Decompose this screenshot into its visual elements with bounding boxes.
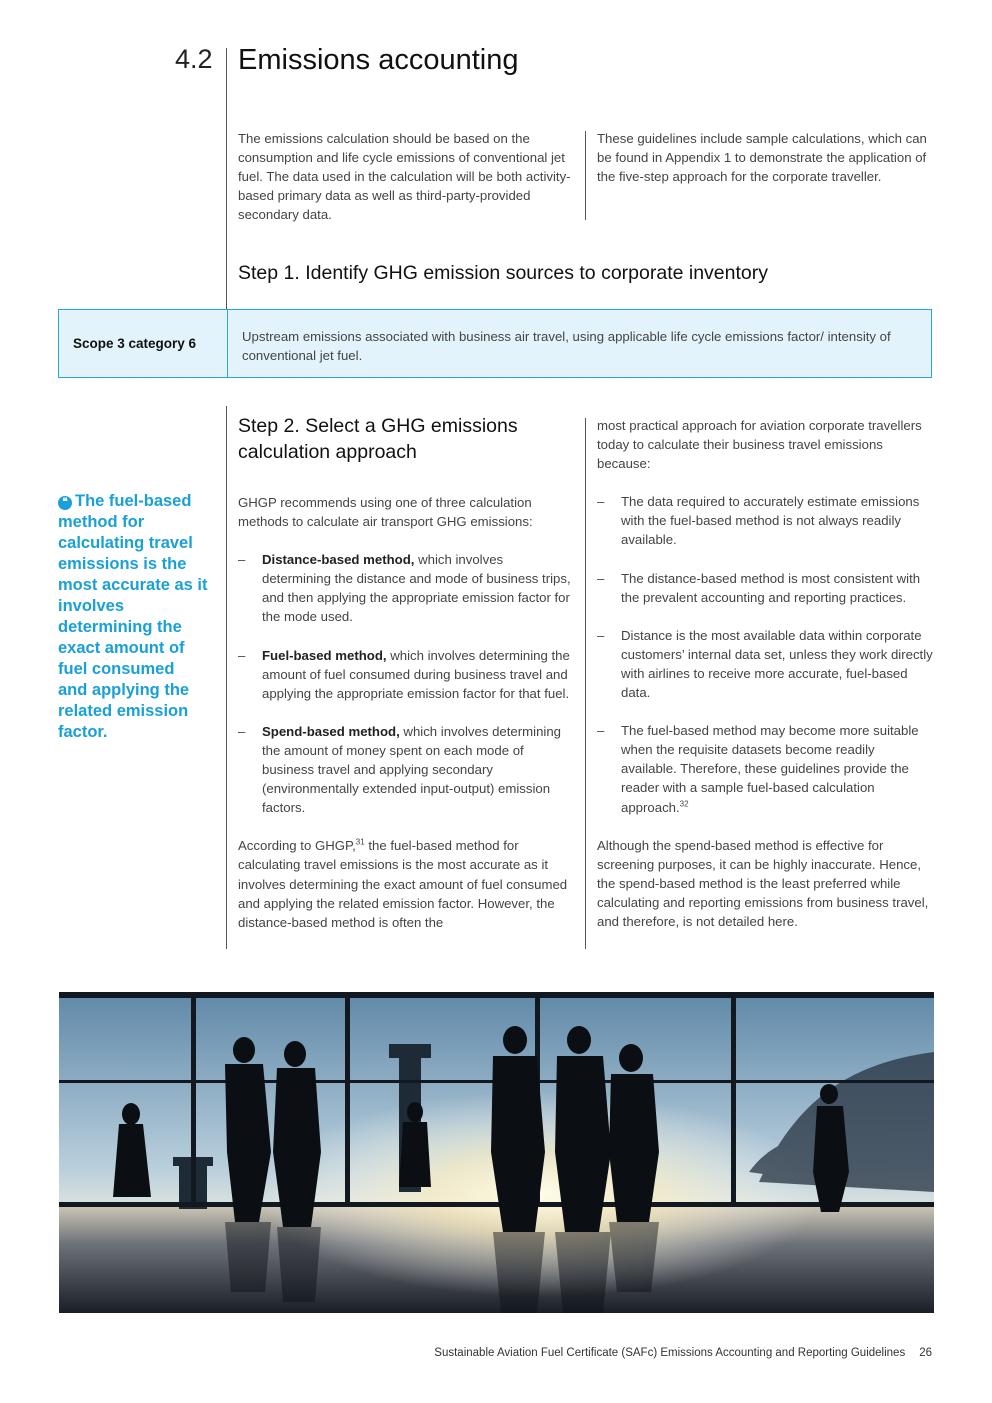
list-item: – Spend-based method, which involves determining the amount of money spent on each mode of business travel and applying secondary (environmentally extended input-output) emission factors.	[238, 722, 573, 817]
list-item: – Fuel-based method, which involves determining the amount of fuel consumed during business travel and applying the appropriate emission factor for that fuel.	[238, 646, 573, 703]
step2-intro: GHGP recommends using one of three calculation methods to calculate air transport GHG emissions:	[238, 495, 533, 530]
list-item: – The fuel-based method may become more suitable when the requisite datasets become readily available. Therefore, these guidelines provide the reader with a sample fuel-based calculation approach.$^{32}$	[597, 721, 934, 816]
scope-table	[58, 309, 932, 378]
pull-quote	[58, 491, 208, 743]
page-number: 26	[919, 1347, 932, 1359]
step2-heading: Step 2. Select a GHG emissions calculation approach	[238, 415, 518, 463]
intro-column-divider	[585, 131, 586, 220]
according-paragraph: According to GHGP,$^{31}$ the fuel-based method for calculating travel emissions is the most accurate as it involves determining the exact amount of fuel consumed and applying the related emission factor. However, the distance-based method is often the	[238, 837, 568, 930]
scope-divider	[227, 310, 228, 377]
page-footer	[434, 1347, 932, 1359]
closing-paragraph: Although the spend-based method is effective for screening purposes, it can be highly inaccurate. Hence, the spend-based method is the least preferred while calculating and reporting emissions from business travel, and therefore, is not detailed here.	[597, 837, 929, 929]
list-item: – Distance-based method, which involves determining the distance and mode of business trips, and then applying the appropriate emission factor for the mode used.	[238, 550, 573, 626]
pull-quote-text: The fuel-based method for calculating travel emissions is the most accurate as it involves determining the exact amount of fuel consumed and applying the related emission factor.	[58, 492, 208, 741]
intro-left-paragraph: The emissions calculation should be based on the consumption and life cycle emissions of conventional jet fuel. The data used in the calculation will be both activity-based primary data as well as third-party-provided secondary data.	[238, 131, 571, 223]
step2-column-divider	[585, 418, 586, 949]
scope-label: Scope 3 category 6	[73, 336, 197, 351]
scope-description: Upstream emissions associated with business air travel, using applicable life cycle emissions factor/ intensity of conventional jet fuel.	[242, 329, 891, 363]
reasons-list	[597, 492, 934, 816]
intro-right-paragraph: These guidelines include sample calculations, which can be found in Appendix 1 to demonstrate the application of the five-step approach for the corporate traveller.	[597, 131, 927, 185]
header-divider	[226, 48, 227, 310]
right-intro: most practical approach for aviation corporate travellers today to calculate their business travel emissions because:	[597, 418, 922, 472]
footer-title: Sustainable Aviation Fuel Certificate (SAFc) Emissions Accounting and Reporting Guidelines	[434, 1347, 906, 1359]
page-title: Emissions accounting	[238, 44, 519, 76]
quote-icon: ❝	[58, 496, 72, 510]
list-item: – The data required to accurately estimate emissions with the fuel-based method is not always readily available.	[597, 492, 934, 549]
step2-left-rule	[226, 406, 227, 949]
step1-heading: Step 1. Identify GHG emission sources to corporate inventory	[238, 262, 768, 284]
step2-left-column	[238, 493, 573, 932]
list-item: – The distance-based method is most consistent with the prevalent accounting and reporting practices.	[597, 569, 934, 607]
section-number: 4.2	[175, 44, 213, 74]
airport-silhouettes-photo	[59, 992, 934, 1313]
step2-right-column	[597, 416, 934, 931]
list-item: – Distance is the most available data within corporate customers’ internal data set, unless they work directly with airlines to receive more accurate, fuel-based data.	[597, 626, 934, 702]
methods-list	[238, 550, 573, 817]
